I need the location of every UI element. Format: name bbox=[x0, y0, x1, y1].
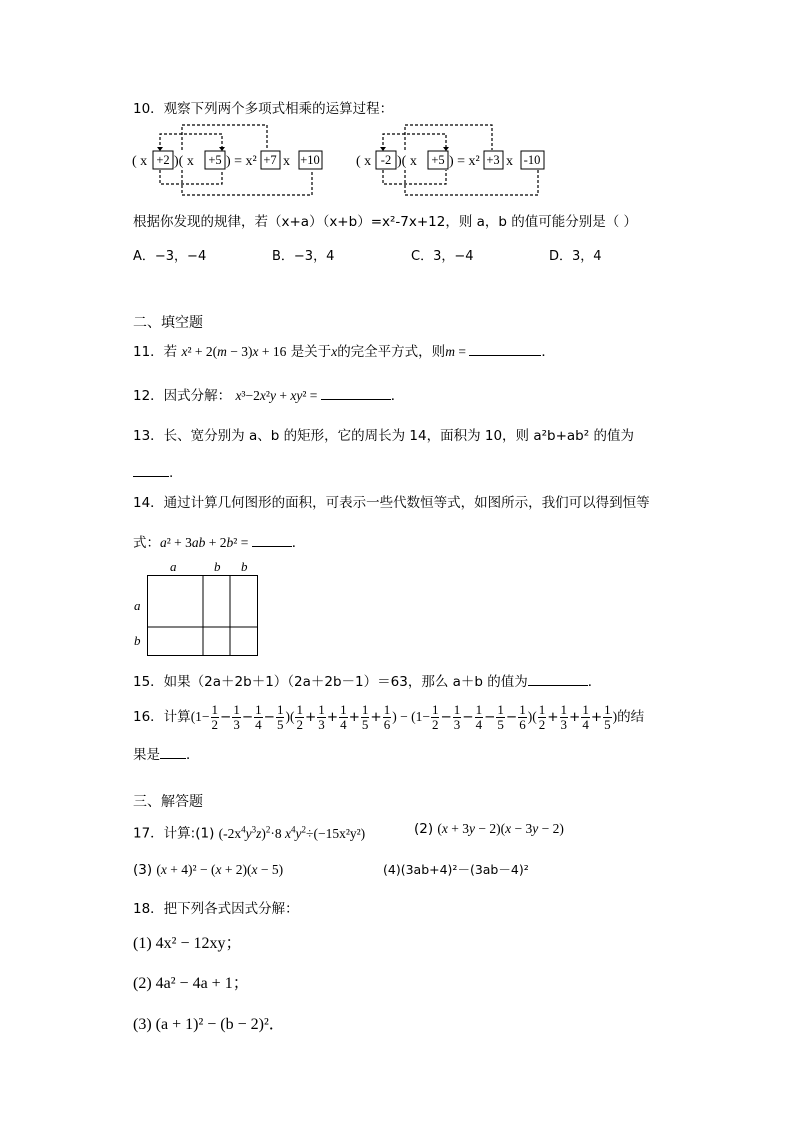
q16-line1: 16．计算(1− $\frac{1}{2}$ − $\frac{1}{3}$ − $\frac{1}{4}$ − $\frac{1}{5}$ )( $\frac{1}{2}$ + $\frac{1}{3}$ + $\frac{1}{4}$ + $\frac{1}{5}$ + $\frac{1}{6}$ ) − (1− $\frac{1}{2}$ − $\frac{1}{3}$ − $\frac{1}{4}$ − $\frac{1}{5}$ − $\frac{1}{6}$ )( $\frac{1}{2}$ + $\frac{1}{3}$ + $\frac{1}{4}$ + $\frac{1}{5}$ )的结 bbox=[133, 701, 645, 732]
q10-title: 10．观察下列两个多项式相乘的运算过程： bbox=[133, 101, 394, 117]
svg-text:)( x: )( x bbox=[397, 154, 417, 169]
q14-label-top-b2: b bbox=[241, 559, 248, 574]
svg-text:)( x: )( x bbox=[174, 154, 194, 169]
section-solve: 三、解答题 bbox=[133, 794, 203, 810]
q10-left-sum: +7 bbox=[263, 153, 277, 167]
q17-line1: 17．计算:(1) $(-2x^4y^3z)^2\cdot 8$ $x^4y^2\div(-15x^2y^2)$ bbox=[133, 824, 366, 842]
q11-answer-blank[interactable] bbox=[469, 341, 541, 356]
q13-line2: . bbox=[133, 462, 173, 482]
svg-text:x: x bbox=[506, 154, 513, 169]
q17-part2: (2) (x + 3y − 2)(x − 3y − 2) bbox=[414, 821, 564, 837]
q10-right-sum: +3 bbox=[486, 153, 500, 167]
q15-answer-blank[interactable] bbox=[528, 671, 588, 686]
q10-diagram bbox=[130, 120, 550, 205]
q14-label-top-a: a bbox=[170, 559, 177, 574]
q10-option-d[interactable]: D．3，4 bbox=[549, 249, 602, 264]
q12: 12．因式分解： x³−2x²y + xy² = ． bbox=[133, 385, 404, 405]
q16-line2: 果是 ． bbox=[133, 744, 200, 764]
q17-part3: (3) (x + 4)² − (x + 2)(x − 5) bbox=[133, 862, 284, 878]
q18-title: 18．把下列各式因式分解： bbox=[133, 901, 299, 917]
q13-line1: 13．长、宽分别为 a、b 的矩形，它的周长为 14，面积为 10，则 a²b+ab² 的值为 bbox=[133, 428, 634, 444]
q10-option-a[interactable]: A．−3，−4 bbox=[133, 249, 207, 264]
q10-left-b: +5 bbox=[208, 153, 222, 167]
q10-right-prod: -10 bbox=[523, 153, 541, 167]
q10-option-b[interactable]: B．−3，4 bbox=[272, 249, 335, 264]
q11: 11．若 x² + 2(m − 3)x + 16 是关于x的完全平方式，则m = ． bbox=[133, 341, 555, 361]
q10-right-b: +5 bbox=[431, 153, 445, 167]
q14-label-top-b1: b bbox=[214, 559, 221, 574]
q12-answer-blank[interactable] bbox=[321, 385, 391, 400]
q18-part1: (1) 4x² − 12xy； bbox=[133, 935, 242, 952]
q14-label-left-a: a bbox=[134, 598, 141, 613]
q14-answer-blank[interactable] bbox=[252, 532, 292, 547]
svg-text:( x: ( x bbox=[132, 154, 148, 169]
q16-answer-blank[interactable] bbox=[160, 744, 186, 759]
q18-part3: (3) (a + 1)² − (b − 2)²． bbox=[133, 1016, 285, 1033]
q17-part4: (4)(3ab+4)²－(3ab－4)² bbox=[383, 862, 529, 877]
q18-part2: (2) 4a² − 4a + 1； bbox=[133, 975, 249, 992]
q10-left-a: +2 bbox=[156, 153, 170, 167]
q14-line1: 14．通过计算几何图形的面积，可表示一些代数恒等式，如图所示，我们可以得到恒等 bbox=[133, 495, 650, 511]
svg-text:( x: ( x bbox=[356, 154, 372, 169]
q14-label-left-b: b bbox=[134, 633, 141, 648]
q15: 15．如果（2a＋2b＋1）（2a＋2b－1）＝63，那么 a＋b 的值为 ． bbox=[133, 671, 601, 691]
q14-grid bbox=[147, 575, 259, 657]
section-fill-blank: 二、填空题 bbox=[133, 315, 203, 331]
svg-text:x: x bbox=[283, 154, 290, 169]
q10-right-a: -2 bbox=[380, 153, 392, 167]
q10-question: 根据你发现的规律，若（x+a）（x+b）=x²-7x+12，则 a，b 的值可能分别是（ ） bbox=[133, 214, 638, 230]
q14-line2: 式：a² + 3ab + 2b² = ． bbox=[133, 532, 305, 552]
q10-option-c[interactable]: C．3，−4 bbox=[411, 249, 474, 264]
q13-answer-blank[interactable] bbox=[133, 462, 169, 477]
q10-left-prod: +10 bbox=[300, 153, 320, 167]
svg-text:) = x²: ) = x² bbox=[226, 154, 257, 169]
svg-text:) = x²: ) = x² bbox=[449, 154, 480, 169]
